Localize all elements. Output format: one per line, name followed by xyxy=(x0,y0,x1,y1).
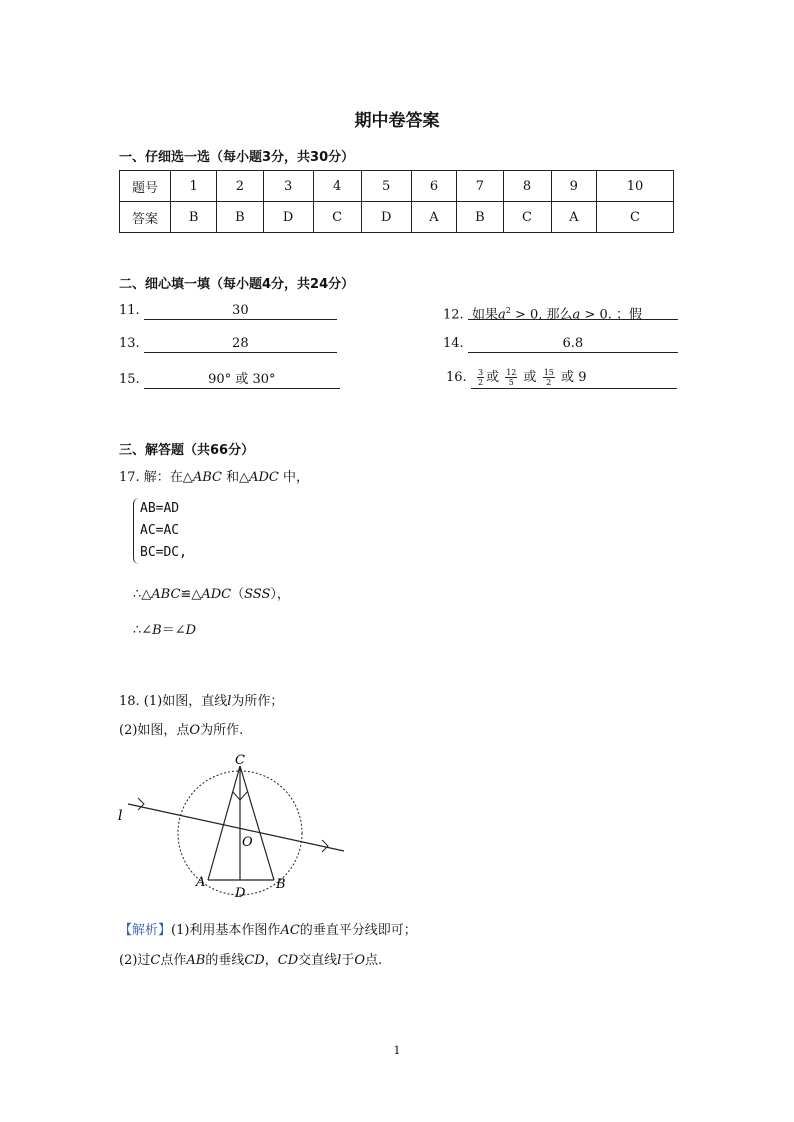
q16-number: 16. xyxy=(446,370,467,385)
var: O xyxy=(354,953,365,968)
fraction-denominator: 5 xyxy=(508,378,514,387)
text: ＝∠ xyxy=(161,623,186,638)
label-o: O xyxy=(242,835,253,850)
q16-answer xyxy=(471,368,677,389)
fraction-denominator: 2 xyxy=(546,378,552,387)
text: 于 xyxy=(341,953,355,968)
label-b: B xyxy=(276,877,286,892)
fraction-denominator: 2 xyxy=(477,378,484,387)
text: 18. (1)如图，直线 xyxy=(119,694,228,709)
triangle-name: ABC xyxy=(192,470,222,485)
q14 xyxy=(443,335,678,353)
equation-line: AC=AC xyxy=(140,523,180,538)
q15 xyxy=(119,371,340,389)
fraction xyxy=(543,368,555,387)
equation-line: BC=DC, xyxy=(140,545,187,560)
text: (1)利用基本作图作 xyxy=(171,923,281,938)
q16 xyxy=(446,368,677,389)
var: l xyxy=(337,953,342,968)
table-cell: 9 xyxy=(551,171,597,202)
text: 交直线 xyxy=(298,953,338,968)
var: CD xyxy=(277,953,299,968)
q13-answer: 28 xyxy=(144,335,337,353)
q14-answer: 6.8 xyxy=(468,335,678,353)
text: 点作 xyxy=(160,953,187,968)
section2-heading: 二、细心填一填（每小题4分，共24分） xyxy=(119,277,355,292)
fraction-numerator: 3 xyxy=(477,368,484,377)
section3-heading: 三、解答题（共66分） xyxy=(119,443,255,458)
section1-heading: 一、仔细选一选（每小题3分，共30分） xyxy=(119,150,355,165)
equation-system xyxy=(133,498,187,564)
q13 xyxy=(119,335,337,353)
text: 的垂线 xyxy=(205,953,245,968)
table-cell: 2 xyxy=(217,171,263,202)
text: 为所作. xyxy=(200,723,244,738)
q12-text: 如果 xyxy=(471,307,498,323)
q13-number: 13. xyxy=(119,336,140,351)
q11 xyxy=(119,302,337,320)
q12-exponent: 2 xyxy=(505,306,511,315)
var: AB xyxy=(186,953,206,968)
q15-answer: 90° 或 30° xyxy=(144,371,340,389)
table-header-cell: 答案 xyxy=(120,202,171,233)
q18-analysis-1 xyxy=(119,919,417,938)
var: l xyxy=(227,694,232,709)
triangle-name: ADC xyxy=(249,470,279,485)
text: (2)如图，点 xyxy=(119,723,190,738)
q11-answer: 30 xyxy=(144,302,337,320)
triangle-name: ADC xyxy=(201,587,232,602)
label-d: D xyxy=(235,886,246,900)
text: 的垂直平分线即可； xyxy=(299,923,417,938)
text: ∴△ xyxy=(133,587,152,602)
q16-or: 或 xyxy=(561,370,575,385)
table-cell: 5 xyxy=(361,171,411,202)
answer-table xyxy=(119,170,674,233)
q18-line-2 xyxy=(119,719,243,738)
text: 点. xyxy=(365,953,383,968)
table-cell: C xyxy=(597,202,674,233)
q18-line-1 xyxy=(119,690,283,709)
geometry-figure xyxy=(110,748,360,900)
table-cell: D xyxy=(361,202,411,233)
fraction-numerator: 15 xyxy=(543,368,554,377)
text: ∴∠ xyxy=(133,623,153,638)
table-cell: 10 xyxy=(597,171,674,202)
q16-value: 9 xyxy=(578,370,587,385)
table-cell: D xyxy=(263,202,313,233)
q12-text: > 0. ；假 xyxy=(580,307,643,323)
text: 和△ xyxy=(221,470,250,485)
q16-or: 或 xyxy=(523,370,537,385)
var: C xyxy=(150,953,161,968)
arc-mark xyxy=(138,798,144,810)
var: O xyxy=(189,723,201,738)
q12-answer xyxy=(468,302,678,323)
fraction xyxy=(505,368,517,387)
equation-line: AB=AD xyxy=(140,501,180,516)
page-title: 期中卷答案 xyxy=(354,111,440,131)
label-c: C xyxy=(235,753,245,768)
table-cell: 4 xyxy=(313,171,361,202)
text: 中， xyxy=(278,470,309,485)
angle-name: B xyxy=(152,623,162,638)
table-row-answers xyxy=(120,202,674,233)
table-cell: A xyxy=(411,202,457,233)
table-cell: 1 xyxy=(171,171,217,202)
text: ， xyxy=(264,953,278,968)
text: ≌△ xyxy=(180,587,202,602)
label-a: A xyxy=(196,875,206,890)
text: 17. 解：在△ xyxy=(119,470,193,485)
text: （ xyxy=(231,587,245,602)
text: ）， xyxy=(270,587,290,602)
table-cell: C xyxy=(503,202,551,233)
label-l: l xyxy=(118,808,123,824)
q17-intro xyxy=(119,466,309,485)
table-cell: 6 xyxy=(411,171,457,202)
angle-name: D xyxy=(185,623,197,638)
q12 xyxy=(443,302,678,322)
table-row-numbers xyxy=(120,171,674,202)
q12-text: > 0, 那么 xyxy=(510,307,573,323)
q15-number: 15. xyxy=(119,372,140,387)
table-cell: 3 xyxy=(263,171,313,202)
var: AC xyxy=(280,923,300,938)
analysis-tag: 【解析】 xyxy=(119,923,172,938)
fraction-numerator: 12 xyxy=(506,368,517,377)
q12-number: 12. xyxy=(443,307,464,323)
var: CD xyxy=(244,953,265,968)
table-cell: B xyxy=(171,202,217,233)
triangle-name: ABC xyxy=(151,587,181,602)
q12-var: a xyxy=(497,307,506,323)
q17-conclusion-2 xyxy=(133,619,196,638)
table-cell: C xyxy=(313,202,361,233)
table-cell: 8 xyxy=(503,171,551,202)
q11-number: 11. xyxy=(119,303,140,318)
text: (2)过 xyxy=(119,953,151,968)
q12-var: a xyxy=(572,307,581,323)
q14-number: 14. xyxy=(443,336,464,351)
page-number: 1 xyxy=(393,1044,401,1057)
q16-or: 或 xyxy=(486,370,500,385)
text: 为所作； xyxy=(231,694,284,709)
criterion: SSS xyxy=(244,587,271,602)
table-cell: 7 xyxy=(457,171,503,202)
table-cell: B xyxy=(457,202,503,233)
table-cell: A xyxy=(551,202,597,233)
q18-analysis-2 xyxy=(119,949,382,968)
line-l xyxy=(128,804,344,851)
table-header-cell: 题号 xyxy=(120,171,171,202)
segment-cb xyxy=(240,766,274,880)
fraction xyxy=(477,368,484,387)
q17-conclusion-1 xyxy=(133,583,290,602)
table-cell: B xyxy=(217,202,263,233)
